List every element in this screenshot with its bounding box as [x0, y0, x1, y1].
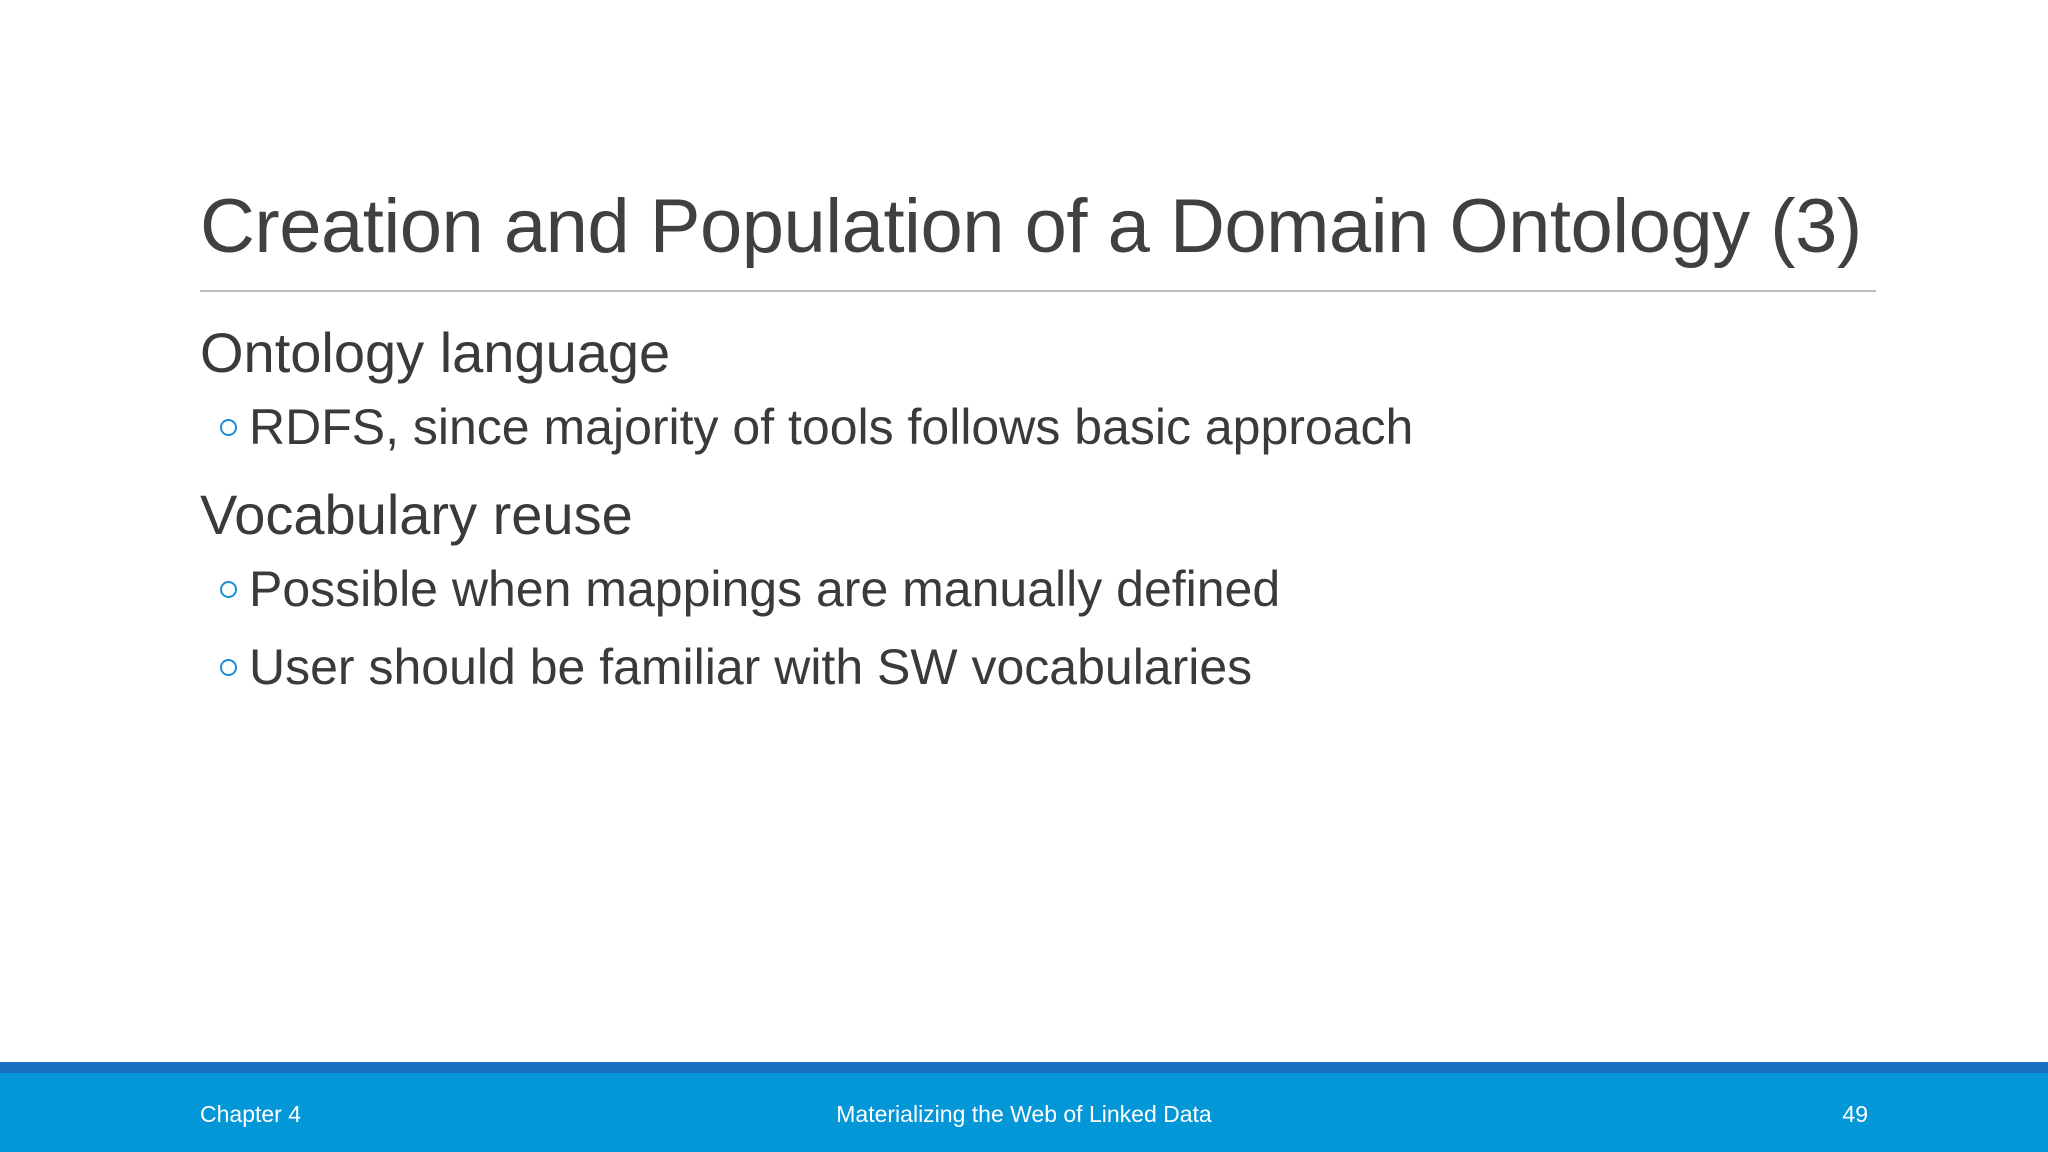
footer-presentation-title: Materializing the Web of Linked Data — [836, 1101, 1212, 1127]
footer-stripe — [0, 1062, 2048, 1073]
slide-title: Creation and Population of a Domain Ontology (3) — [200, 184, 1862, 269]
bullet-item — [220, 628, 1880, 706]
footer-chapter: Chapter 4 — [200, 1101, 302, 1127]
bullet-text: User should be familiar with SW vocabularies — [249, 639, 1253, 695]
section-heading: Vocabulary reuse — [200, 483, 633, 546]
footer-page-number: 49 — [1842, 1101, 1868, 1127]
slide-footer — [0, 1073, 2048, 1152]
circle-bullet-icon — [220, 581, 237, 598]
title-divider — [200, 290, 1876, 292]
circle-bullet-icon — [220, 659, 237, 676]
circle-bullet-icon — [220, 419, 237, 436]
bullet-text: Possible when mappings are manually defined — [249, 561, 1281, 617]
bullet-item — [220, 550, 1880, 628]
bullet-item — [220, 388, 1880, 466]
section-vocabulary-reuse — [200, 480, 1880, 706]
bullet-text: RDFS, since majority of tools follows basic approach — [249, 399, 1414, 455]
section-ontology-language — [200, 318, 1880, 466]
slide-content — [200, 318, 1880, 720]
section-heading: Ontology language — [200, 321, 671, 384]
